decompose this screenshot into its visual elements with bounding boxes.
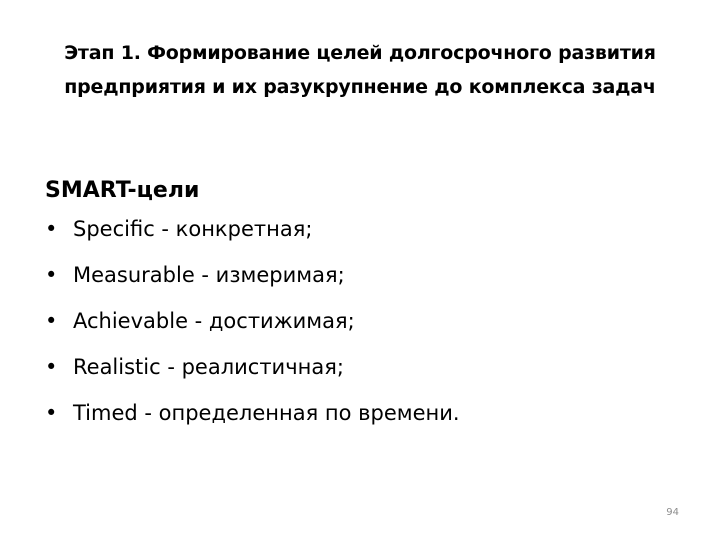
slide-title-line-1: Этап 1. Формирование целей долгосрочного развития xyxy=(64,42,656,64)
bullet-icon: • xyxy=(45,217,58,241)
slide-title xyxy=(30,36,690,104)
list-item-measurable xyxy=(45,260,685,306)
list-item-text: Measurable - измеримая; xyxy=(73,263,345,287)
smart-criteria-list xyxy=(45,214,685,444)
list-item-specific xyxy=(45,214,685,260)
list-item-achievable xyxy=(45,306,685,352)
slide-title-line-2: предприятия и их разукрупнение до комплекса задач xyxy=(64,76,656,98)
list-item-text: Realistic - реалистичная; xyxy=(73,355,344,379)
list-item-text: Timed - определенная по времени. xyxy=(73,401,460,425)
bullet-icon: • xyxy=(45,355,58,379)
bullet-icon: • xyxy=(45,401,58,425)
page-number: 94 xyxy=(666,507,679,518)
bullet-icon: • xyxy=(45,263,58,287)
list-item-text: Achievable - достижимая; xyxy=(73,309,355,333)
bullet-icon: • xyxy=(45,309,58,333)
slide-body xyxy=(45,176,685,444)
list-item-realistic xyxy=(45,352,685,398)
list-item-timed xyxy=(45,398,685,444)
list-item-text: Specific - конкретная; xyxy=(73,217,313,241)
smart-goals-heading: SMART-цели xyxy=(45,178,200,203)
